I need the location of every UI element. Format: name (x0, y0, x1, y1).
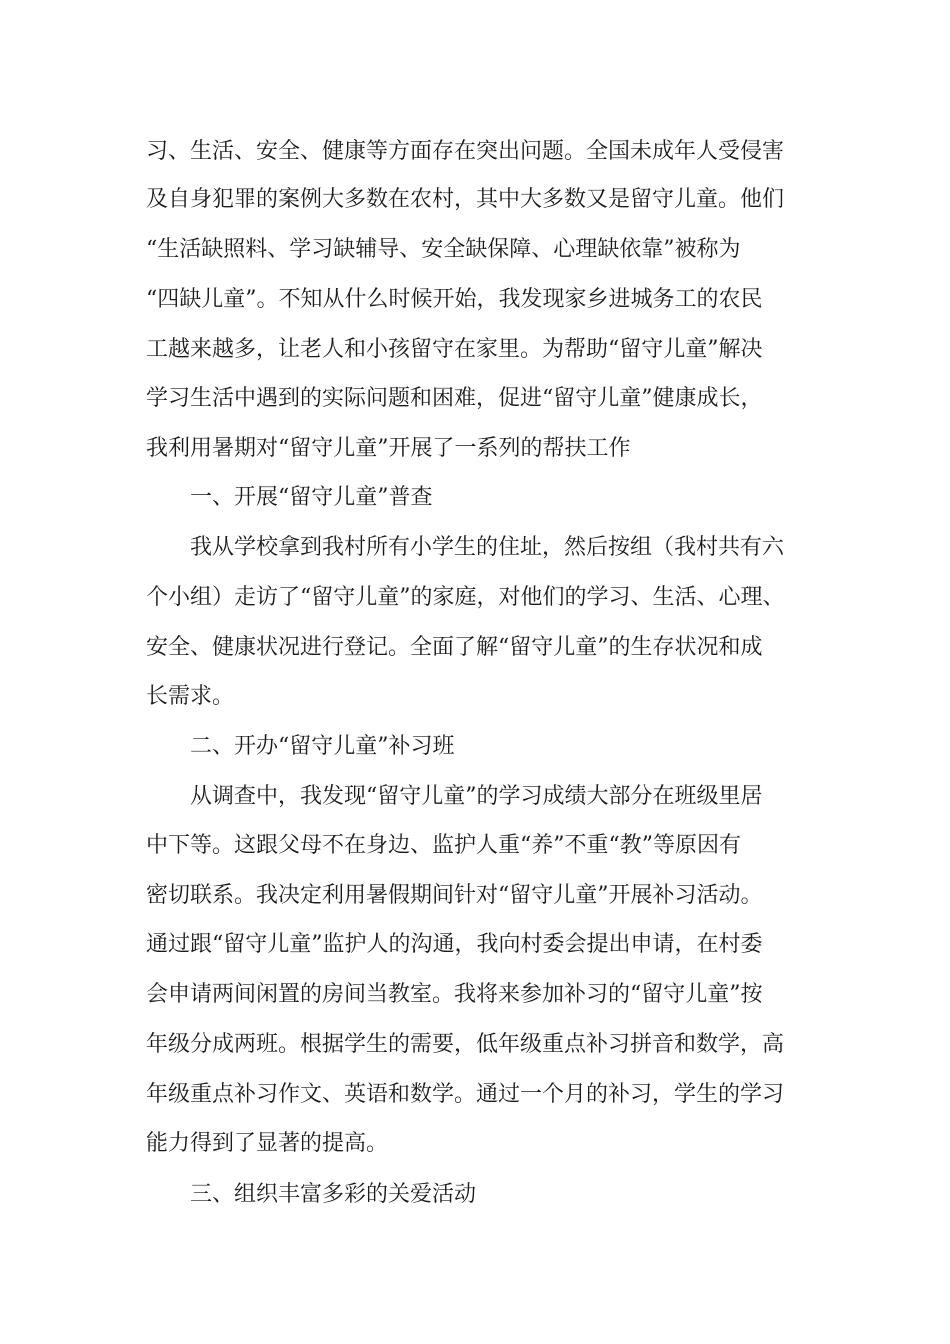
body-line-19: 能力得到了显著的提高。 (146, 1131, 389, 1156)
body-line-9: 个小组）走访了“留守儿童”的家庭，对他们的学习、生活、心理、 (146, 585, 785, 610)
body-line-18: 年级重点补习作文、英语和数学。通过一个月的补习，学生的学习 (146, 1082, 785, 1107)
body-line-6: 学习生活中遇到的实际问题和困难，促进“留守儿童”健康成长， (146, 386, 763, 411)
body-line-1: 习、生活、安全、健康等方面存在突出问题。全国未成年人受侵害 (146, 139, 785, 164)
body-line-7: 我利用暑期对“留守儿童”开展了一系列的帮扶工作 (146, 436, 631, 461)
body-line-16: 会申请两间闲置的房间当教室。我将来参加补习的“留守儿童”按 (146, 982, 763, 1007)
section-heading-3: 三、组织丰富多彩的关爱活动 (190, 1182, 477, 1207)
body-line-12: 从调查中，我发现“留守儿童”的学习成绩大部分在班级里居 (190, 784, 763, 809)
body-line-10: 安全、健康状况进行登记。全面了解“留守儿童”的生存状况和成 (146, 635, 763, 660)
body-line-11: 长需求。 (146, 684, 235, 709)
body-line-3: “生活缺照料、学习缺辅导、安全缺保障、心理缺依靠”被称为 (146, 237, 741, 262)
body-line-2: 及自身犯罪的案例大多数在农村，其中大多数又是留守儿童。他们 (146, 187, 785, 212)
body-line-13: 中下等。这跟父母不在身边、监护人重“养”不重“教”等原因有 (146, 833, 741, 858)
body-line-4: “四缺儿童”。不知从什么时候开始，我发现家乡进城务工的农民 (146, 287, 763, 312)
section-heading-1: 一、开展“留守儿童”普查 (190, 485, 433, 510)
body-line-5: 工越来越多，让老人和小孩留守在家里。为帮助“留守儿童”解决 (146, 337, 763, 362)
body-line-8: 我从学校拿到我村所有小学生的住址，然后按组（我村共有六 (190, 535, 785, 560)
body-line-17: 年级分成两班。根据学生的需要，低年级重点补习拼音和数学，高 (146, 1032, 785, 1057)
body-line-15: 通过跟“留守儿童”监护人的沟通，我向村委会提出申请，在村委 (146, 932, 763, 957)
section-heading-2: 二、开办“留守儿童”补习班 (190, 734, 455, 759)
body-line-14: 密切联系。我决定利用暑假期间针对“留守儿童”开展补习活动。 (146, 883, 763, 908)
